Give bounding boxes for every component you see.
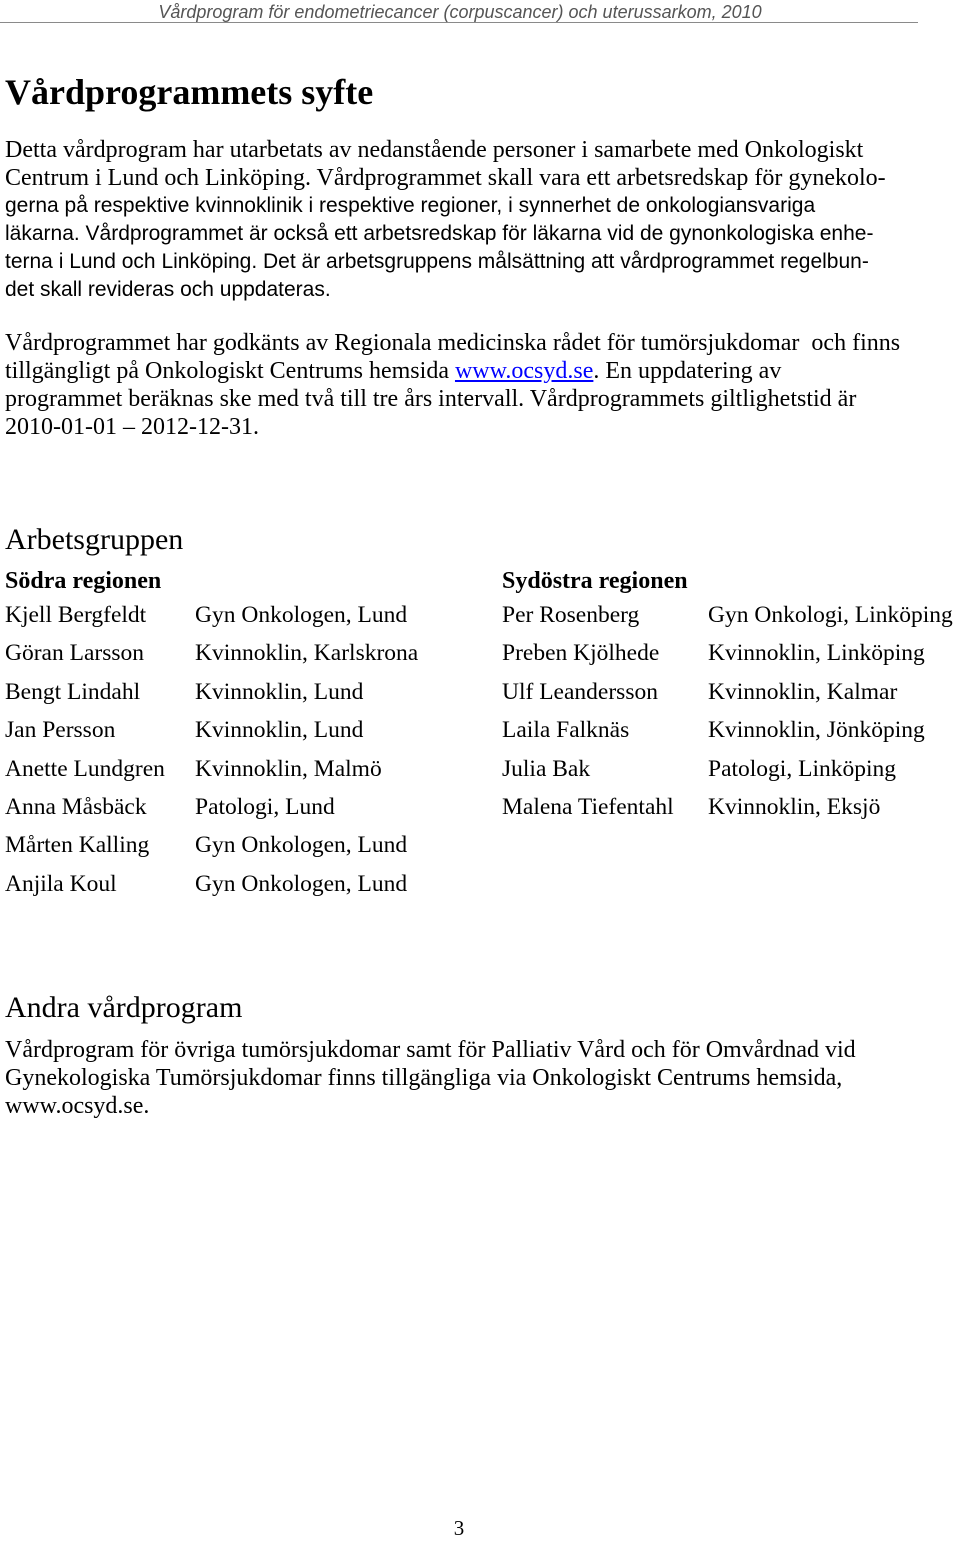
member-name: Per Rosenberg <box>502 602 640 628</box>
member-name: Bengt Lindahl <box>5 678 141 705</box>
member-row <box>502 793 956 831</box>
member-row <box>5 639 485 677</box>
member-name: Preben Kjölhede <box>502 640 660 667</box>
member-row <box>5 678 485 716</box>
member-row <box>5 831 485 869</box>
member-unit: Kvinnoklin, Lund <box>195 717 364 744</box>
member-list-southeast <box>502 601 956 831</box>
member-name: Anette Lundgren <box>5 755 165 782</box>
section-heading-purpose: Vårdprogrammets syfte <box>5 72 374 112</box>
header-rule <box>0 22 918 23</box>
member-unit: Kvinnoklin, Kalmar <box>708 678 898 705</box>
member-unit: Kvinnoklin, Karlskrona <box>195 640 419 667</box>
page-number: 3 <box>453 1516 465 1540</box>
member-row <box>502 755 956 793</box>
running-header: Vårdprogram för endometriecancer (corpuscancer) och uterussarkom, 2010 <box>158 2 762 22</box>
member-name: Göran Larsson <box>5 640 145 667</box>
member-unit: Kvinnoklin, Jönköping <box>708 717 925 744</box>
paragraph-line: Vårdprogrammet har godkänts av Regionala medicinska rådet för tumörsjukdomar och finns <box>5 330 901 356</box>
member-row <box>5 716 485 754</box>
ocsyd-link[interactable]: www.ocsyd.se <box>454 358 594 384</box>
purpose-paragraph-2 <box>5 329 900 441</box>
member-unit: Patologi, Lund <box>195 793 335 820</box>
member-unit: Patologi, Linköping <box>708 755 896 782</box>
member-unit: Gyn Onkologen, Lund <box>195 870 408 897</box>
paragraph-line: Gynekologiska Tumörsjukdomar finns tillgängliga via Onkologiskt Centrums hemsida, <box>5 1065 843 1091</box>
member-name: Laila Falknäs <box>502 717 630 744</box>
member-name: Malena Tiefentahl <box>502 793 674 820</box>
member-list-south <box>5 601 485 908</box>
member-row <box>5 755 485 793</box>
member-unit: Kvinnoklin, Linköping <box>708 640 925 667</box>
paragraph-line: terna i Lund och Linköping. Det är arbetsgruppens målsättning att vårdprogrammet regelbun- <box>5 250 869 273</box>
member-unit: Kvinnoklin, Lund <box>195 678 364 705</box>
member-name: Anjila Koul <box>5 870 117 897</box>
paragraph-text: . En uppdatering av <box>593 358 782 384</box>
member-row <box>5 601 485 639</box>
member-row <box>5 870 485 908</box>
member-row <box>502 601 956 639</box>
section-heading-working-group: Arbetsgruppen <box>5 523 184 556</box>
paragraph-line: programmet beräknas ske med två till tre års intervall. Vårdprogrammets giltlighetstid är <box>5 386 857 412</box>
member-unit: Kvinnoklin, Eksjö <box>708 793 881 820</box>
section-heading-other-programs: Andra vårdprogram <box>5 991 243 1024</box>
paragraph-line: 2010-01-01 – 2012-12-31. <box>5 414 259 440</box>
purpose-paragraph-1 <box>5 136 886 304</box>
member-name: Anna Måsbäck <box>5 793 147 820</box>
paragraph-line: Centrum i Lund och Linköping. Vårdprogrammet skall vara ett arbetsredskap för gynekolo- <box>5 165 886 191</box>
member-name: Jan Persson <box>5 717 116 744</box>
paragraph-line: gerna på respektive kvinnoklinik i respektive regioner, i synnerhet de onkologiansvariga <box>5 194 816 217</box>
member-name: Ulf Leandersson <box>502 678 658 705</box>
member-row <box>502 639 956 677</box>
member-name: Julia Bak <box>502 755 591 782</box>
member-unit: Gyn Onkologen, Lund <box>195 832 408 859</box>
member-name: Mårten Kalling <box>5 832 150 859</box>
member-row <box>502 678 956 716</box>
paragraph-line <box>5 357 900 385</box>
paragraph-line: det skall revideras och uppdateras. <box>5 278 331 301</box>
paragraph-text: tillgängligt på Onkologiskt Centrums hemsida <box>5 358 455 384</box>
paragraph-line: Detta vårdprogram har utarbetats av nedanstående personer i samarbete med Onkologiskt <box>5 137 864 163</box>
paragraph-line: www.ocsyd.se. <box>5 1093 150 1119</box>
member-row <box>5 793 485 831</box>
other-programs-paragraph <box>5 1036 856 1120</box>
paragraph-line: Vårdprogram för övriga tumörsjukdomar samt för Palliativ Vård och för Omvårdnad vid <box>5 1037 856 1063</box>
region-label-south: Södra regionen <box>5 568 162 594</box>
member-unit: Gyn Onkologen, Lund <box>195 602 408 628</box>
member-name: Kjell Bergfeldt <box>5 602 147 628</box>
paragraph-line: läkarna. Vårdprogrammet är också ett arbetsredskap för läkarna vid de gynonkologiska enhe- <box>5 222 874 245</box>
member-row <box>502 716 956 754</box>
member-unit: Gyn Onkologi, Linköping <box>708 602 953 628</box>
region-label-southeast: Sydöstra regionen <box>502 568 688 594</box>
member-unit: Kvinnoklin, Malmö <box>195 755 382 782</box>
